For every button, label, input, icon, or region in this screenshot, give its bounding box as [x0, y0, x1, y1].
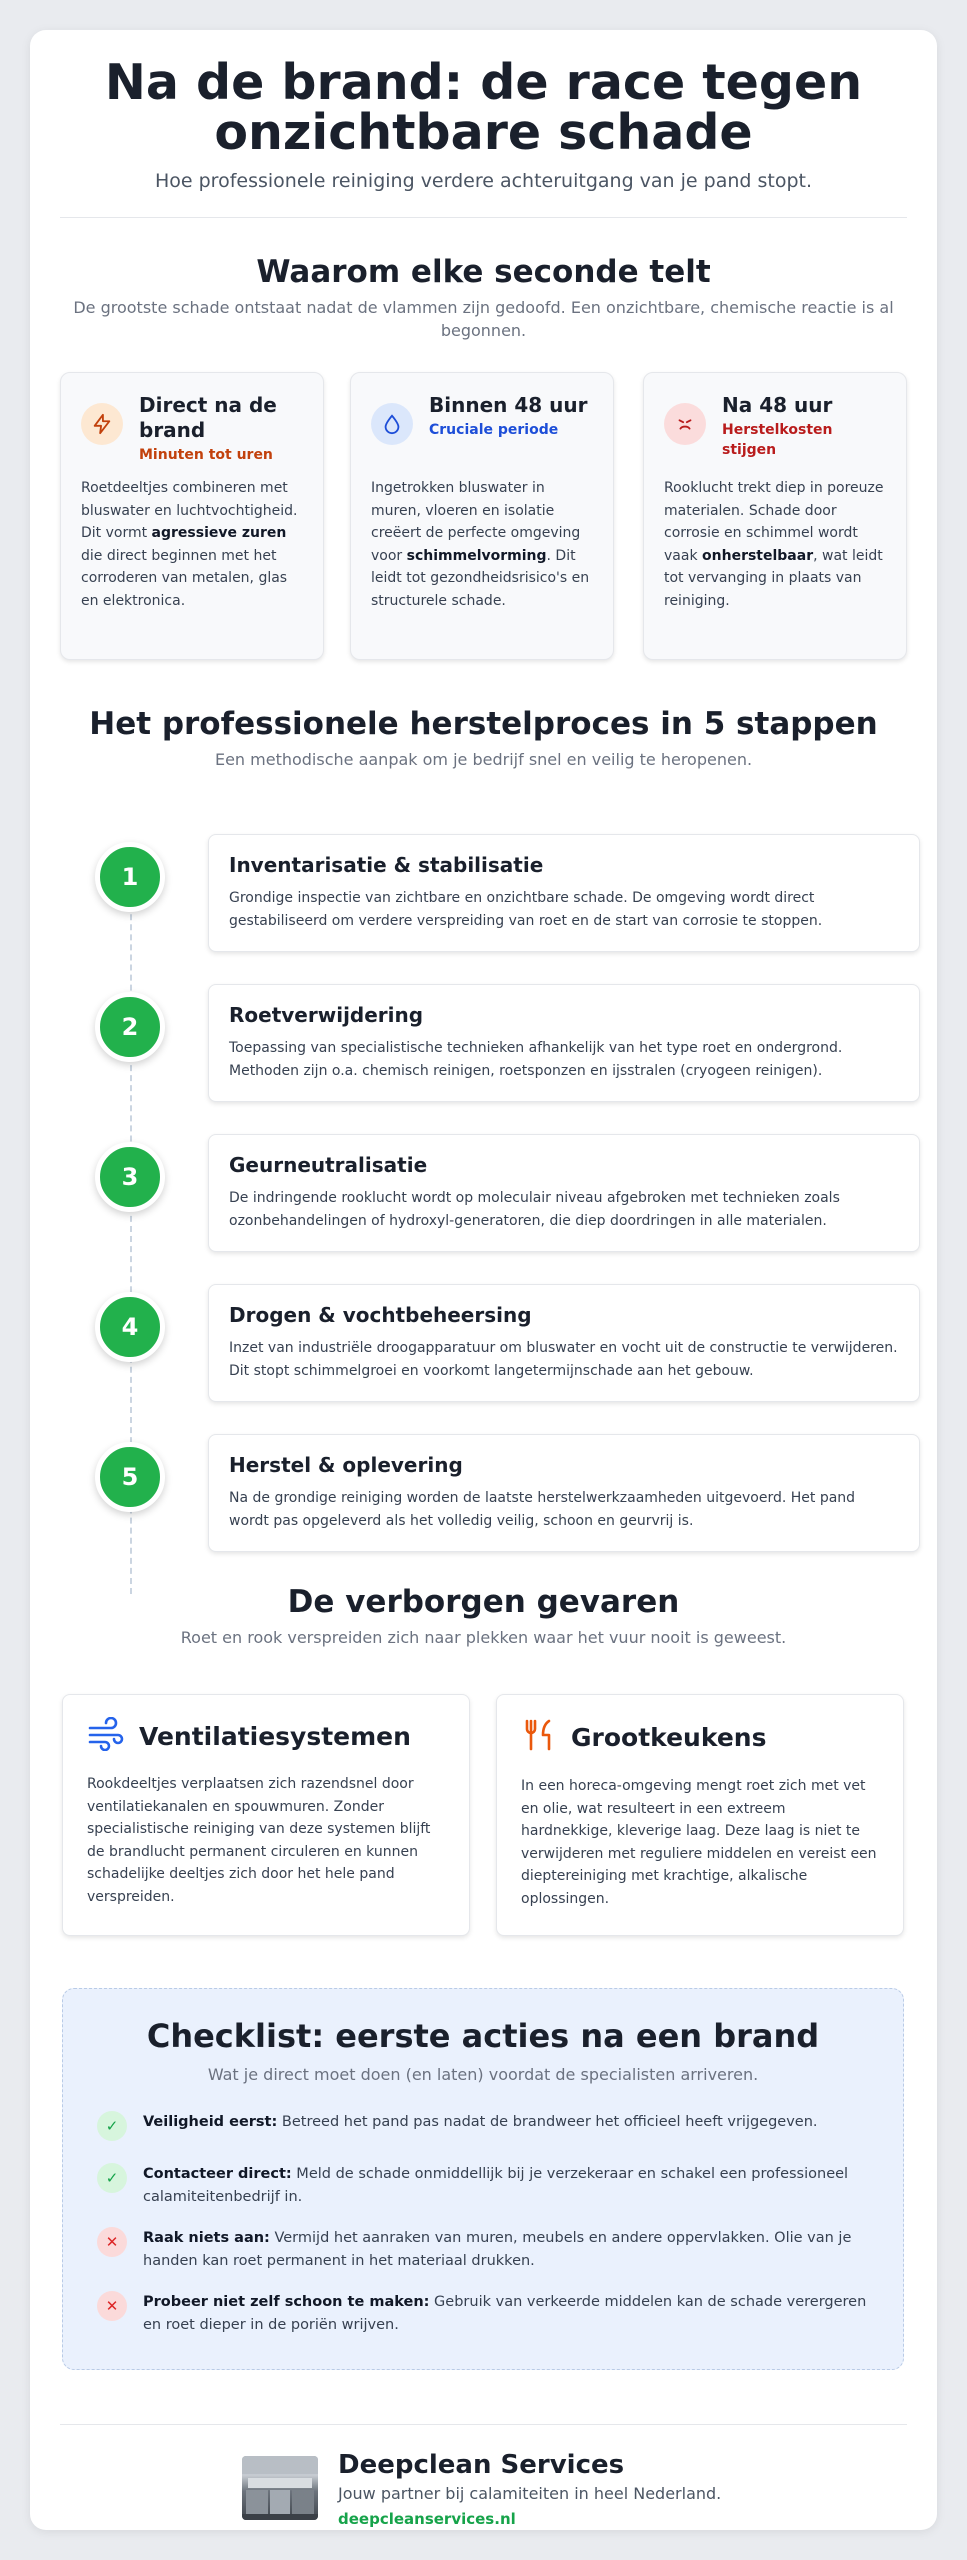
checklist-item-text: Raak niets aan: Vermijd het aanraken van muren, meubels en andere oppervlakken. Olie van je handen kan roet permanent in het materiaal drukken. — [143, 2230, 852, 2269]
why-card-direct — [60, 372, 324, 660]
hero-divider — [60, 217, 907, 218]
step-title: Roetverwijdering — [229, 1003, 424, 1027]
page-title: Na de brand: de race tegen onzichtbare schade — [104, 54, 863, 161]
step-description: Na de grondige reiniging worden de laatste herstelwerkzaamheden uitgevoerd. Het pand wordt pas opgeleverd als het volledig veilig, schoon en geurvrij is. — [229, 1490, 856, 1529]
water-drop-icon — [371, 403, 413, 445]
page-subtitle: Hoe professionele reiniging verdere achteruitgang van je pand stopt. — [154, 170, 813, 192]
step-card — [208, 1434, 920, 1552]
hero-section — [30, 30, 937, 192]
process-step — [78, 1134, 898, 1252]
danger-card-description: In een horeca-omgeving mengt roet zich met vet en olie, wat resulteert in een extreem hardnekkige, kleverige laag. Deze laag is niet te verwijderen met reguliere middelen en vereist een dieptereiniging met krachtige, alkalische oplossingen. — [521, 1778, 877, 1907]
step-title: Geurneutralisatie — [229, 1153, 428, 1177]
checklist-item — [97, 2111, 877, 2134]
wind-icon — [87, 1717, 125, 1755]
check-icon: ✓ — [97, 2163, 127, 2193]
danger-card-ventilation — [62, 1694, 470, 1936]
checklist-item-text: Contacteer direct: Meld de schade onmiddellijk bij je verzekeraar en schakel een professioneel calamiteitenbedrijf in. — [143, 2166, 849, 2205]
step-card — [208, 984, 920, 1102]
company-website-link[interactable]: deepcleanservices.nl — [338, 2510, 516, 2528]
dangers-subtitle: Roet en rook verspreiden zich naar plekken waar het vuur nooit is geweest. — [180, 1628, 787, 1647]
why-card-body: Ingetrokken bluswater in muren, vloeren en isolatie creëert de perfecte omgeving voor schimmelvorming. Dit leidt tot gezondheidsrisico's en structurele schade. — [371, 480, 590, 609]
step-number: 2 — [95, 992, 165, 1062]
step-description: Grondige inspectie van zichtbare en onzichtbare schade. De omgeving wordt direct gestabiliseerd om verdere verspreiding van roet en de start van corrosie te stoppen. — [229, 890, 823, 929]
process-step — [78, 984, 898, 1102]
check-icon: ✓ — [97, 2111, 127, 2141]
step-title: Drogen & vochtbeheersing — [229, 1303, 532, 1327]
checklist-title: Checklist: eerste acties na een brand — [146, 2017, 820, 2055]
worried-face-icon — [664, 403, 706, 445]
why-card-title: Binnen 48 uur — [429, 393, 588, 417]
danger-card-title: Ventilatiesystemen — [139, 1721, 411, 1751]
process-steps — [78, 834, 898, 1554]
checklist-item — [97, 2163, 877, 2209]
why-card-after-48h — [643, 372, 907, 660]
process-step — [78, 1434, 898, 1552]
process-step — [78, 834, 898, 952]
why-card-subtitle: Minuten tot uren — [139, 447, 273, 463]
process-subtitle: Een methodische aanpak om je bedrijf snel en veilig te heropenen. — [214, 750, 753, 769]
footer — [242, 2450, 762, 2526]
lightning-icon — [81, 403, 123, 445]
step-description: Toepassing van specialistische technieken afhankelijk van het type roet en ondergrond. Methoden zijn o.a. chemisch reinigen, roetsponzen en ijsstralen (cryogeen reinigen). — [229, 1040, 843, 1079]
page-container — [30, 30, 937, 2530]
checklist-item-text: Veiligheid eerst: Betreed het pand pas nadat de brandweer het officieel heeft vrijgegeven. — [143, 2114, 818, 2130]
step-card — [208, 1134, 920, 1252]
checklist-item — [97, 2227, 877, 2273]
checklist-subtitle: Wat je direct moet doen (en laten) voordat de specialisten arriveren. — [207, 2065, 759, 2084]
why-subtitle: De grootste schade ontstaat nadat de vlammen zijn gedoofd. Een onzichtbare, chemische reactie is al begonnen. — [73, 298, 894, 340]
step-title: Inventarisatie & stabilisatie — [229, 853, 544, 877]
step-number: 5 — [95, 1442, 165, 1512]
step-card — [208, 1284, 920, 1402]
utensils-icon — [521, 1717, 557, 1757]
footer-divider — [60, 2424, 907, 2425]
step-description: De indringende rooklucht wordt op moleculair niveau afgebroken met technieken zoals ozonbehandelingen of hydroxyl-generatoren, die diep doordringen in alle materialen. — [229, 1190, 840, 1229]
why-title: Waarom elke seconde telt — [256, 254, 711, 290]
danger-card-description: Rookdeeltjes verplaatsen zich razendsnel door ventilatiekanalen en spouwmuren. Zonder specialistische reiniging van deze systemen blijft de brandlucht permanent circuleren en kunnen schadelijke deeltjes zich door het hele pand verspreiden. — [87, 1776, 431, 1905]
checklist-item — [97, 2291, 877, 2337]
process-title: Het professionele herstelproces in 5 stappen — [89, 706, 878, 742]
why-card-body: Roetdeeltjes combineren met bluswater en luchtvochtigheid. Dit vormt agressieve zuren die direct beginnen met het corroderen van metalen, glas en elektronica. — [81, 480, 298, 609]
company-name: Deepclean Services — [338, 2450, 625, 2480]
company-photo — [242, 2456, 318, 2520]
cross-icon: ✕ — [97, 2291, 127, 2321]
why-cards — [60, 372, 907, 660]
step-number: 4 — [95, 1292, 165, 1362]
why-card-subtitle: Herstelkosten stijgen — [722, 422, 833, 458]
step-number: 3 — [95, 1142, 165, 1212]
checklist-box — [62, 1988, 904, 2370]
step-number: 1 — [95, 842, 165, 912]
checklist-item-text: Probeer niet zelf schoon te maken: Gebruik van verkeerde middelen kan de schade verergeren en roet dieper in de poriën wrijven. — [143, 2294, 867, 2333]
dangers-title: De verborgen gevaren — [287, 1584, 680, 1620]
why-card-title: Direct na de brand — [139, 393, 277, 442]
step-card — [208, 834, 920, 952]
danger-card-title: Grootkeukens — [571, 1722, 767, 1752]
process-step — [78, 1284, 898, 1402]
why-card-title: Na 48 uur — [722, 393, 833, 417]
company-tagline: Jouw partner bij calamiteiten in heel Nederland. — [338, 2484, 722, 2503]
step-description: Inzet van industriële droogapparatuur om bluswater en vocht uit de constructie te verwijderen. Dit stopt schimmelgroei en voorkomt langetermijnschade aan het gebouw. — [229, 1340, 898, 1379]
danger-card-kitchens — [496, 1694, 904, 1936]
why-card-48h — [350, 372, 614, 660]
why-card-body: Rooklucht trekt diep in poreuze materialen. Schade door corrosie en schimmel wordt vaak onherstelbaar, wat leidt tot vervanging in plaats van reiniging. — [664, 480, 884, 609]
step-title: Herstel & oplevering — [229, 1453, 463, 1477]
cross-icon: ✕ — [97, 2227, 127, 2257]
why-card-subtitle: Cruciale periode — [429, 422, 559, 438]
